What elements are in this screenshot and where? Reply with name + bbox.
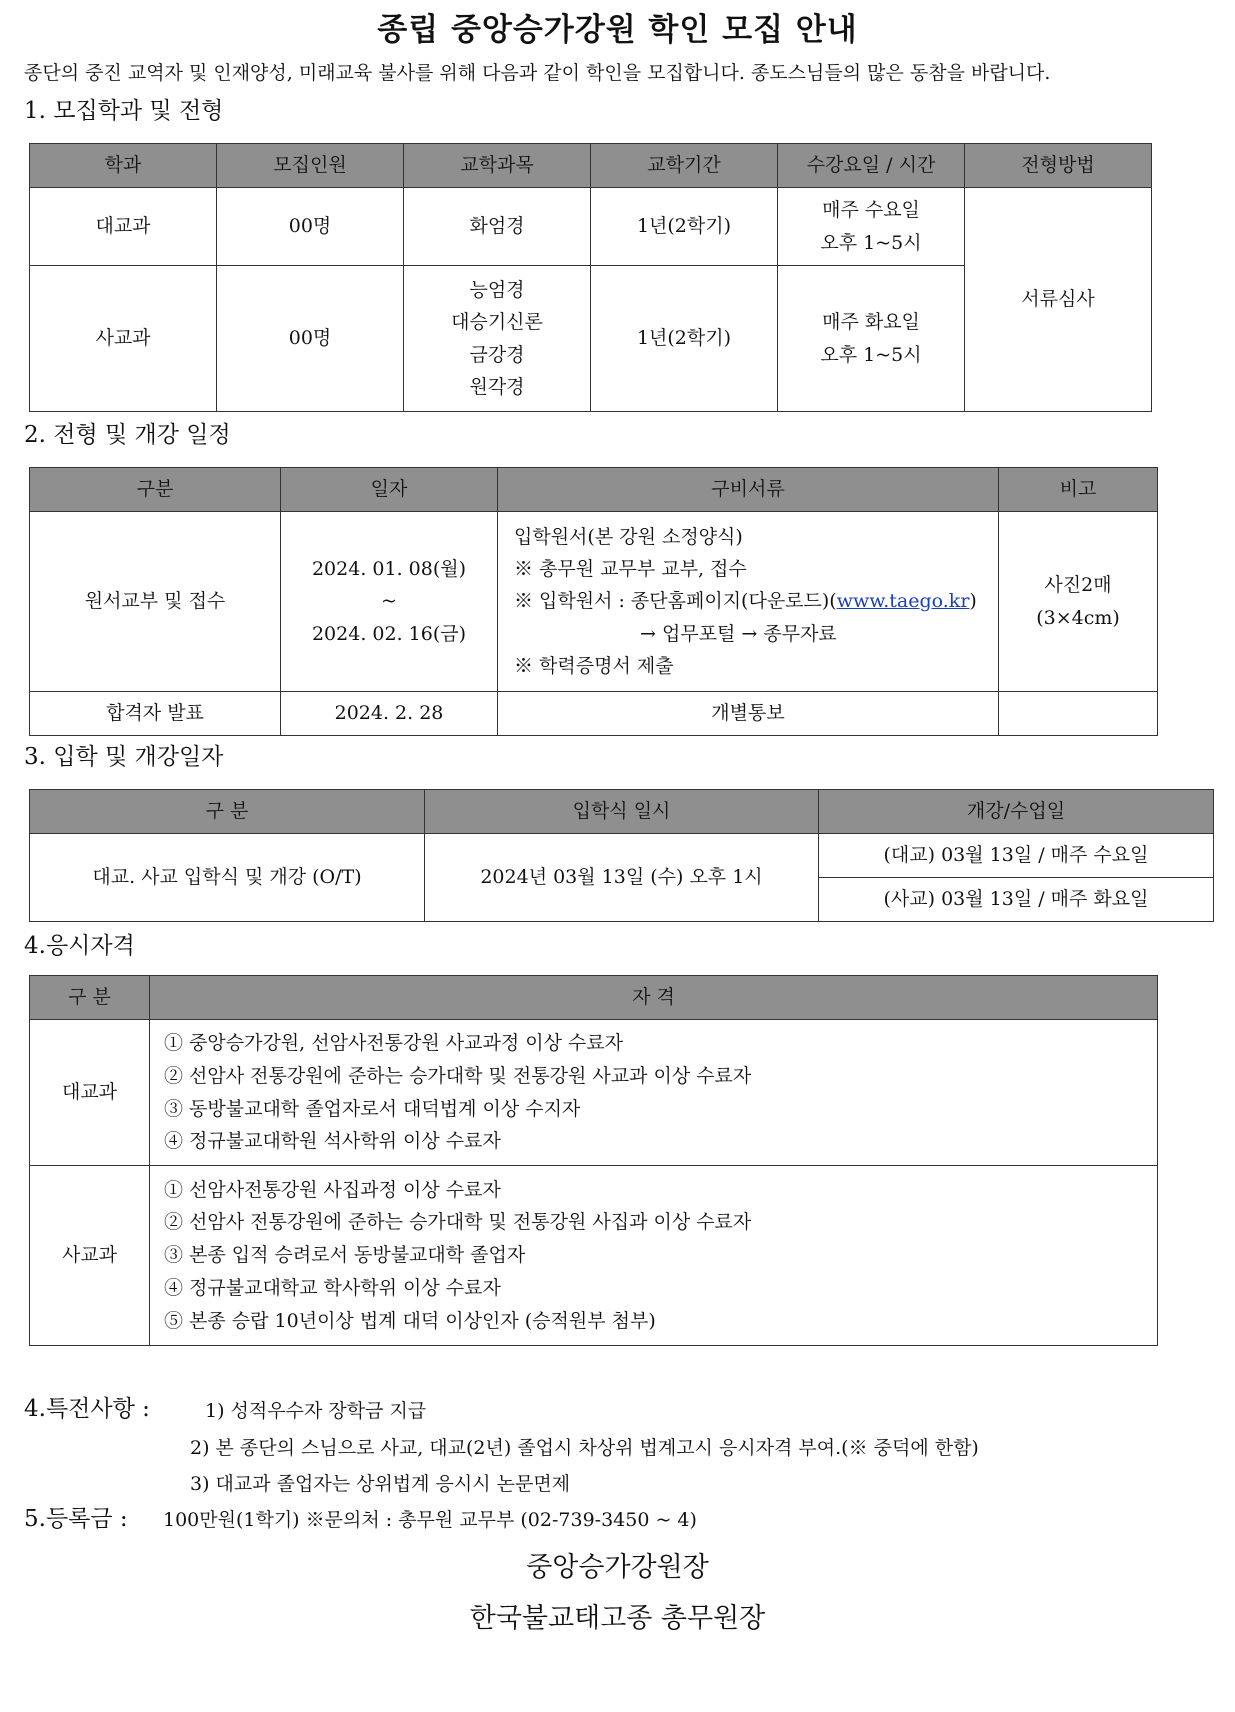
doc-line: ※ 총무원 교무부 교부, 접수 <box>514 558 747 581</box>
tuition-heading: 5.등록금 : <box>24 1506 128 1532</box>
header-date: 일자 <box>281 468 498 512</box>
date-separator: ~ <box>381 590 397 613</box>
doc-line: → 업무포털 → 종무자료 <box>640 622 837 645</box>
signature-line: 중앙승가강원장 <box>526 1552 709 1583</box>
qualification-cell <box>150 1166 1158 1346</box>
doc-line-text: ※ 입학원서 : 종단홈페이지(다운로드)( <box>514 590 837 613</box>
schedule-table <box>29 467 1158 736</box>
intro-text: 종단의 중진 교역자 및 인재양성, 미래교육 불사를 위해 다음과 같이 학인을 모집합니다. 종도스님들의 많은 동참을 바랍니다. <box>24 62 1051 84</box>
subjects-cell <box>404 188 591 266</box>
qualification-item: ① 중앙승가강원, 선암사전통강원 사교과정 이상 수료자 <box>164 1032 624 1055</box>
benefit-item: 3) 대교과 졸업자는 상위법계 응시시 논문면제 <box>190 1473 571 1495</box>
qualification-item: ③ 동방불교대학 졸업자로서 대덕법계 이상 수지자 <box>164 1097 581 1120</box>
date-end: 2024. 02. 16(금) <box>311 622 467 645</box>
section-4-heading: 4.응시자격 <box>24 933 135 959</box>
class-day-cell: (사교) 03월 13일 / 매주 화요일 <box>819 878 1214 922</box>
subject-item: 화엄경 <box>469 215 525 238</box>
table-row <box>30 188 1152 266</box>
dept-cell: 사교과 <box>30 266 217 412</box>
signature-line: 한국불교태고종 총무원장 <box>469 1603 766 1634</box>
page-title: 종립 중앙승가강원 학인 모집 안내 <box>377 12 858 48</box>
header-category: 구 분 <box>30 790 425 834</box>
qualification-item: ③ 본종 입적 승려로서 동방불교대학 졸업자 <box>164 1244 526 1267</box>
qualification-item: ⑤ 본종 승랍 10년이상 법계 대덕 이상인자 (승적원부 첨부) <box>164 1309 656 1332</box>
documents-cell <box>498 512 999 692</box>
ceremony-cell: 2024년 03월 13일 (수) 오후 1시 <box>425 834 819 922</box>
qualification-header-row <box>30 976 1158 1020</box>
documents-cell: 개별통보 <box>498 692 999 736</box>
qualification-table <box>29 975 1158 1346</box>
category-cell: 대교과 <box>30 1020 150 1166</box>
qualification-item: ② 선암사 전통강원에 준하는 승가대학 및 전통강원 사교과 이상 수료자 <box>164 1064 752 1087</box>
category-cell: 원서교부 및 접수 <box>30 512 281 692</box>
period-cell: 1년(2학기) <box>591 266 778 412</box>
subjects-cell <box>404 266 591 412</box>
header-qualification: 자 격 <box>150 976 1158 1020</box>
schedule-day: 매주 화요일 <box>822 311 920 334</box>
count-cell: 00명 <box>217 266 404 412</box>
section-2-heading: 2. 전형 및 개강 일정 <box>24 422 231 448</box>
subject-item: 원각경 <box>469 375 525 398</box>
qualification-item: ④ 정규불교대학원 석사학위 이상 수료자 <box>164 1130 501 1153</box>
note-cell <box>999 692 1158 736</box>
table-row <box>30 834 1214 878</box>
note-line: (3×4cm) <box>1036 606 1120 629</box>
schedule-cell <box>778 188 965 266</box>
header-method: 전형방법 <box>965 144 1152 188</box>
dept-cell: 대교과 <box>30 188 217 266</box>
homepage-link[interactable]: www.taego.kr <box>836 590 970 613</box>
date-cell <box>281 512 498 692</box>
qualification-item: ① 선암사전통강원 사집과정 이상 수료자 <box>164 1178 501 1201</box>
date-cell: 2024. 2. 28 <box>281 692 498 736</box>
subject-item: 능엄경 <box>469 278 525 301</box>
header-period: 교학기간 <box>591 144 778 188</box>
schedule-cell <box>778 266 965 412</box>
doc-line-text: ) <box>969 590 977 613</box>
table-row <box>30 1020 1158 1166</box>
header-schedule: 수강요일 / 시간 <box>778 144 965 188</box>
table-row <box>30 512 1158 692</box>
section-1-heading: 1. 모집학과 및 전형 <box>24 98 224 124</box>
recruit-header-row <box>30 144 1152 188</box>
admission-header-row <box>30 790 1214 834</box>
schedule-header-row <box>30 468 1158 512</box>
benefits-heading: 4.특전사항 : <box>24 1396 150 1422</box>
header-note: 비고 <box>999 468 1158 512</box>
note-cell <box>999 512 1158 692</box>
qualification-item: ④ 정규불교대학교 학사학위 이상 수료자 <box>164 1276 501 1299</box>
schedule-day: 매주 수요일 <box>822 199 920 222</box>
header-category: 구 분 <box>30 976 150 1020</box>
date-start: 2024. 01. 08(월) <box>311 558 467 581</box>
table-row <box>30 1166 1158 1346</box>
header-subjects: 교학과목 <box>404 144 591 188</box>
note-line: 사진2매 <box>1044 574 1112 597</box>
doc-line: 입학원서(본 강원 소정양식) <box>514 525 743 548</box>
qualification-cell <box>150 1020 1158 1166</box>
header-class-day: 개강/수업일 <box>819 790 1214 834</box>
benefit-item: 2) 본 종단의 스님으로 사교, 대교(2년) 졸업시 차상위 법계고시 응시자격 부여.(※ 중덕에 한함) <box>190 1437 979 1459</box>
header-documents: 구비서류 <box>498 468 999 512</box>
benefit-item: 1) 성적우수자 장학금 지급 <box>205 1400 427 1422</box>
header-ceremony: 입학식 일시 <box>425 790 819 834</box>
subject-item: 금강경 <box>469 343 525 366</box>
header-dept: 학과 <box>30 144 217 188</box>
category-cell: 사교과 <box>30 1166 150 1346</box>
subject-item: 대승기신론 <box>451 311 543 334</box>
schedule-time: 오후 1~5시 <box>820 343 922 366</box>
tuition-text: 100만원(1학기) ※문의처 : 총무원 교무부 (02-739-3450 ~ 4) <box>163 1509 697 1531</box>
category-cell: 합격자 발표 <box>30 692 281 736</box>
schedule-time: 오후 1~5시 <box>820 231 922 254</box>
table-row <box>30 692 1158 736</box>
class-day-cell: (대교) 03월 13일 / 매주 수요일 <box>819 834 1214 878</box>
category-cell: 대교. 사교 입학식 및 개강 (O/T) <box>30 834 425 922</box>
count-cell: 00명 <box>217 188 404 266</box>
doc-line <box>514 585 990 617</box>
section-3-heading: 3. 입학 및 개강일자 <box>24 744 224 770</box>
method-cell: 서류심사 <box>965 188 1152 412</box>
recruit-table <box>29 143 1152 412</box>
header-count: 모집인원 <box>217 144 404 188</box>
period-cell: 1년(2학기) <box>591 188 778 266</box>
admission-table <box>29 789 1214 922</box>
qualification-item: ② 선암사 전통강원에 준하는 승가대학 및 전통강원 사집과 이상 수료자 <box>164 1211 752 1234</box>
header-category: 구분 <box>30 468 281 512</box>
doc-line: ※ 학력증명서 제출 <box>514 654 674 677</box>
